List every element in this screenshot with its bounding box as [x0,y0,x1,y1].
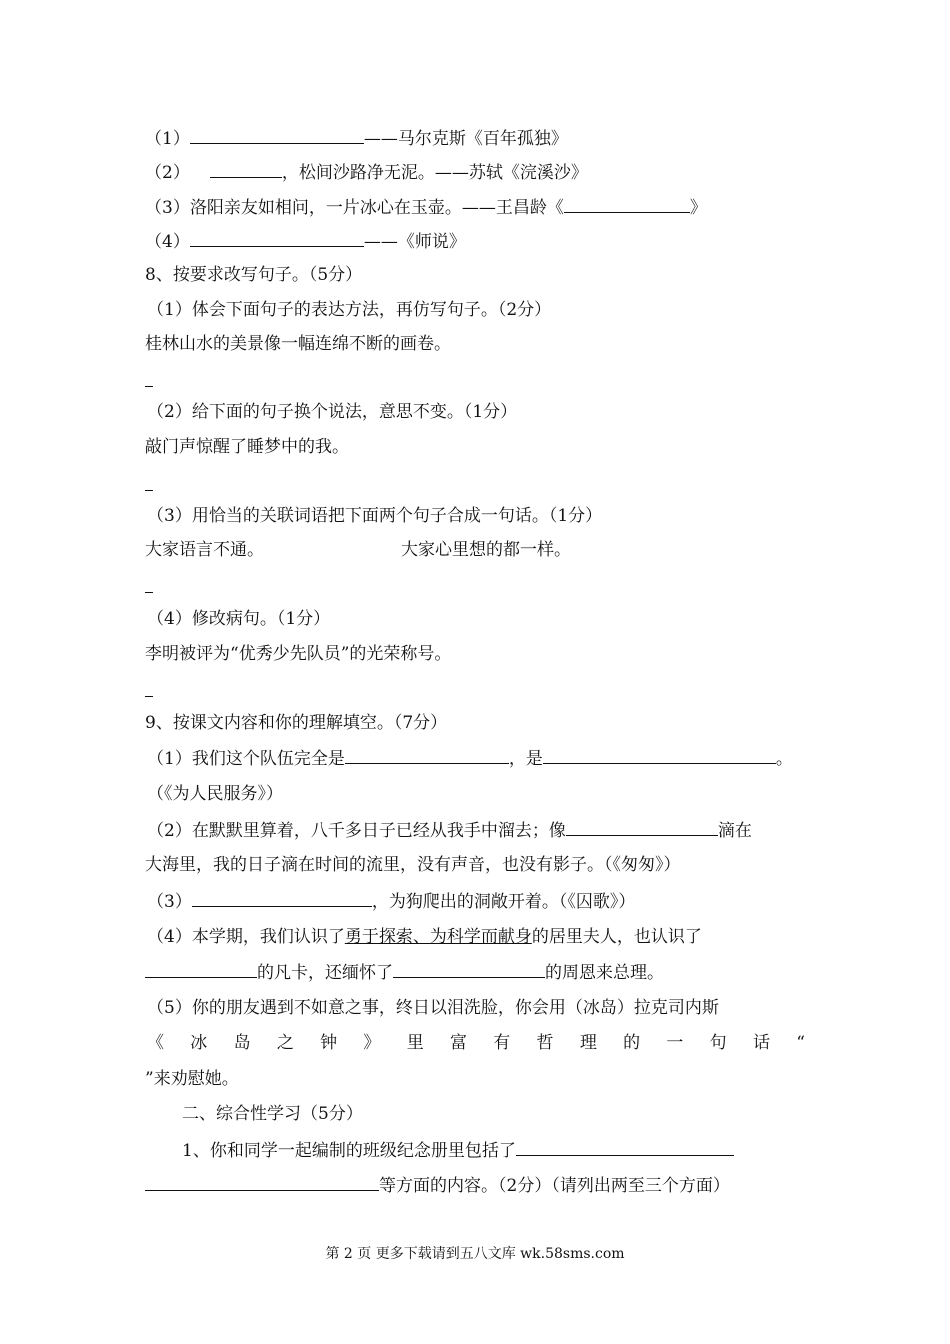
spaced-char: 的 [623,1033,641,1053]
spaced-char: 理 [579,1033,597,1053]
item-text: （4）本学期，我们认识了 [147,927,345,947]
spaced-char: 钟 [320,1033,338,1053]
answer-blank[interactable] [145,960,257,978]
item-text: ，松间沙路净无泥。——苏轼《浣溪沙》 [281,163,588,183]
q9-item-5-spaced [147,1031,805,1055]
answer-blank[interactable] [564,195,690,213]
spaced-char: 哲 [536,1033,554,1053]
answer-line-mark[interactable] [145,696,153,697]
answer-line-mark[interactable] [145,386,153,387]
item-text: 的居里夫人，也认识了 [531,927,702,947]
item-text: （1）我们这个队伍完全是 [147,749,345,769]
item-text: ——《师说》 [363,232,466,252]
part2-q1-cont [145,1173,730,1198]
q9-item-1-source: （《为人民服务》） [147,784,283,804]
q8-s4-sentence: 李明被评为“优秀少先队员”的光荣称号。 [145,644,452,664]
item-text: 。 [775,749,793,769]
q9-item-2 [147,818,752,843]
q8-s1-sentence: 桂林山水的美景像一幅连绵不断的画卷。 [145,334,451,354]
answer-line-mark[interactable] [145,592,153,593]
q7-line-4 [145,229,466,254]
page-footer: 第 2 页 更多下载请到五八文库 wk.58sms.com [325,1246,625,1262]
q9-item-5-end: ”来劝慰她。 [145,1069,239,1089]
q9-item-4-cont [145,960,664,985]
spaced-char: 有 [493,1033,511,1053]
spaced-char: 冰 [190,1033,208,1053]
q9-item-5: （5）你的朋友遇到不如意之事，终日以泪洗脸，你会用（冰岛）拉克司内斯 [147,998,719,1018]
q8-s3-sentence-b: 大家心里想的都一样。 [401,540,571,560]
item-text: 》 [689,198,707,218]
item-number: （1） [145,129,190,149]
answer-blank[interactable] [145,1173,379,1191]
q9-item-4 [147,925,702,949]
answer-blank[interactable] [543,746,776,764]
q7-line-2 [145,160,588,185]
q7-line-3 [145,195,707,220]
part2-q1 [182,1138,734,1163]
spaced-char: 富 [449,1033,467,1053]
spaced-char: 之 [276,1033,294,1053]
answer-blank[interactable] [393,960,545,978]
answer-blank[interactable] [192,889,372,907]
spaced-char: 句 [709,1033,727,1053]
answer-blank[interactable] [210,160,282,178]
spaced-char: 岛 [233,1033,251,1053]
q8-s2-prompt: （2）给下面的句子换个说法，意思不变。（1分） [147,402,518,422]
item-text: （3） [147,892,192,912]
part2-heading: 二、综合性学习（5分） [182,1104,363,1124]
answer-blank[interactable] [190,229,364,247]
item-text: ，是 [508,749,543,769]
answer-blank[interactable] [345,746,509,764]
answer-blank[interactable] [190,126,364,144]
spaced-char: 一 [666,1033,684,1053]
q7-line-1 [145,126,568,151]
q9-item-2-cont: 大海里，我的日子滴在时间的流里，没有声音，也没有影子。（《匆匆》） [145,855,681,875]
item-text: ，为狗爬出的洞敞开着。（《囚歌》） [371,892,636,912]
item-text: 的周恩来总理。 [545,963,664,983]
q8-s3-sentence-a: 大家语言不通。 [145,540,264,560]
item-number: （2） [145,163,190,183]
item-text: 的凡卡，还缅怀了 [257,963,393,983]
q9-item-3 [147,889,635,914]
spaced-char: 》 [363,1033,381,1053]
item-text: ——马尔克斯《百年孤独》 [363,129,568,149]
answer-line-mark[interactable] [145,490,153,491]
q8-s2-sentence: 敲门声惊醒了睡梦中的我。 [145,437,349,457]
spaced-char: 《 [147,1033,164,1053]
q8-s3-prompt: （3）用恰当的关联词语把下面两个句子合成一句话。（1分） [147,506,603,526]
answer-blank[interactable] [566,818,718,836]
q8-s4-prompt: （4）修改病句。（1分） [147,609,331,629]
item-text: 1、你和同学一起编制的班级纪念册里包括了 [182,1141,516,1161]
item-number: （4） [145,232,190,252]
underlined-phrase: 勇于探索、为科学而献身 [344,927,532,947]
answer-blank[interactable] [516,1138,734,1156]
item-text: （3）洛阳亲友如相问，一片冰心在玉壶。——王昌龄《 [145,198,564,218]
item-text: 等方面的内容。（2分）（请列出两至三个方面） [379,1176,730,1196]
spaced-char: 话 [752,1033,770,1053]
spaced-char: 里 [406,1033,424,1053]
q8-heading: 8、按要求改写句子。（5分） [145,265,363,285]
item-text: 滴在 [717,821,752,841]
q9-heading: 9、按课文内容和你的理解填空。（7分） [145,713,448,733]
spaced-char: “ [796,1033,805,1053]
q8-s1-prompt: （1）体会下面句子的表达方法，再仿写句子。（2分） [147,300,552,320]
q9-item-1 [147,746,793,771]
item-text: （2）在默默里算着，八千多日子已经从我手中溜去；像 [147,821,566,841]
